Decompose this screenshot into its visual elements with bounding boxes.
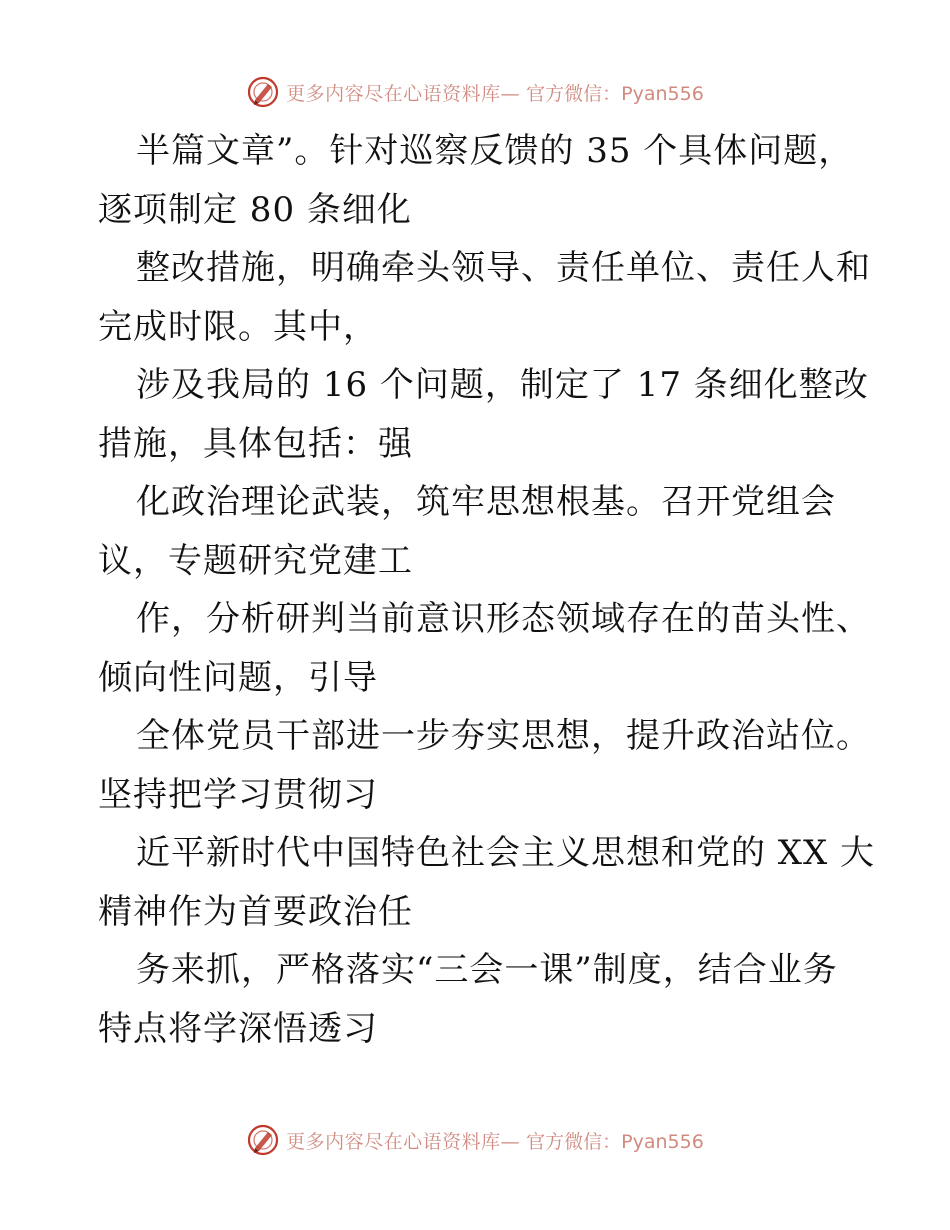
pen-logo-icon [246, 75, 280, 109]
text-line: 涉及我局的 16 个问题，制定了 17 条细化整改 [136, 365, 869, 405]
text-line: 完成时限。其中， [98, 306, 378, 347]
header-watermark [0, 72, 950, 112]
watermark-site-text: 更多内容尽在心语资料库— [286, 1130, 521, 1153]
watermark-site-text: 更多内容尽在心语资料库— [286, 82, 521, 105]
text-line: 倾向性问题，引导 [98, 657, 378, 698]
text-line: 作，分析研判当前意识形态领域存在的苗头性、 [136, 599, 871, 639]
text-line: 精神作为首要政治任 [98, 891, 413, 932]
text-line: 整改措施，明确牵头领导、责任单位、责任人和 [136, 248, 871, 288]
watermark-wechat-text: 官方微信：Pyan556 [526, 82, 704, 105]
pen-logo-icon [246, 1123, 280, 1157]
text-line: 特点将学深悟透习 [98, 1008, 378, 1049]
text-line: 化政治理论武装，筑牢思想根基。召开党组会 [136, 482, 836, 522]
watermark-wechat-text: 官方微信：Pyan556 [526, 1130, 704, 1153]
text-line: 务来抓，严格落实“三会一课”制度，结合业务 [136, 950, 838, 990]
text-line: 半篇文章”。针对巡察反馈的 35 个具体问题， [136, 131, 854, 171]
text-line: 坚持把学习贯彻习 [98, 774, 378, 815]
text-line: 议，专题研究党建工 [98, 540, 413, 581]
text-line: 逐项制定 80 条细化 [98, 189, 412, 230]
text-line: 全体党员干部进一步夯实思想，提升政治站位。 [136, 716, 871, 756]
text-line: 近平新时代中国特色社会主义思想和党的 XX 大 [136, 833, 876, 873]
document-body [98, 122, 876, 1058]
footer-watermark [0, 1120, 950, 1160]
text-line: 措施，具体包括：强 [98, 423, 413, 464]
